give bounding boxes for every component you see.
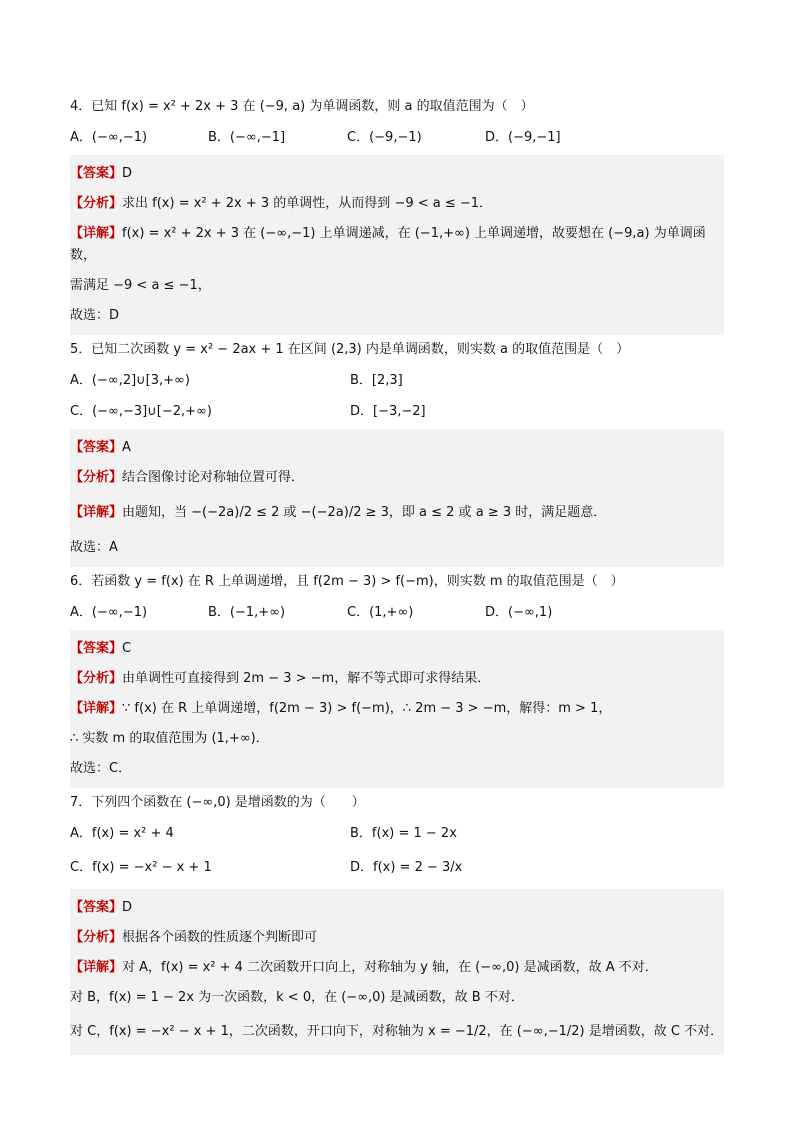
detail-line: 对 A，f(x) = x² + 4 二次函数开口向上，对称轴为 y 轴，在 (−∞,0) 是减函数，故 A 不对． (122, 960, 658, 975)
answer-value: C (122, 641, 132, 656)
question-stem: 5．已知二次函数 y = x² − 2ax + 1 在区间 (2,3) 内是单调函数，则实数 a 的取值范围是（ ） (70, 342, 630, 357)
detail-tag: 【详解】 (70, 226, 123, 241)
question-stem: 4．已知 f(x) = x² + 2x + 3 在 (−9, a) 为单调函数，则 a 的取值范围为（ ） (70, 99, 534, 114)
answer-tag: 【答案】 (70, 900, 123, 915)
conclusion: 故选：D (70, 308, 120, 323)
options (70, 823, 724, 845)
option-b: B．[2,3] (350, 373, 403, 388)
question-stem: 7．下列四个函数在 (−∞,0) 是增函数的为（ ） (70, 795, 365, 810)
analysis-tag: 【分析】 (70, 671, 123, 686)
conclusion: 故选：A (70, 540, 118, 555)
answer-value: D (122, 166, 133, 181)
detail-line: f(x) = x² + 2x + 3 在 (−∞,−1) 上单调递减，在 (−1,+∞) 上单调递增，故要想在 (−9,a) 为单调函数， (70, 226, 706, 263)
option-b: B．(−1,+∞) (208, 605, 286, 620)
answer-value: D (122, 900, 133, 915)
question-6 (70, 571, 724, 788)
option-b: B．f(x) = 1 − 2x (350, 826, 457, 841)
options (70, 857, 724, 879)
question-5 (70, 339, 724, 567)
detail-line: 需满足 −9 < a ≤ −1， (70, 278, 211, 293)
detail-tag: 【详解】 (70, 960, 123, 975)
options (70, 370, 724, 392)
answer-tag: 【答案】 (70, 440, 123, 455)
analysis-text: 由单调性可直接得到 2m − 3 > −m，解不等式即可求得结果． (122, 671, 491, 686)
analysis-text: 结合图像讨论对称轴位置可得． (122, 470, 305, 485)
option-a: A．(−∞,−1) (70, 605, 148, 620)
conclusion: 故选：C． (70, 761, 132, 776)
detail-line: ∴ 实数 m 的取值范围为 (1,+∞)． (70, 731, 269, 746)
analysis-text: 根据各个函数的性质逐个判断即可 (122, 930, 318, 945)
detail-tag: 【详解】 (70, 505, 123, 520)
worksheet (70, 96, 724, 1055)
option-a: A．(−∞,−1) (70, 130, 148, 145)
option-d: D．f(x) = 2 − 3/x (350, 860, 463, 875)
analysis-tag: 【分析】 (70, 470, 123, 485)
answer-tag: 【答案】 (70, 641, 123, 656)
options (70, 401, 724, 423)
detail-tag: 【详解】 (70, 701, 123, 716)
option-d: D．[−3,−2] (350, 404, 426, 419)
detail-line: 对 B，f(x) = 1 − 2x 为一次函数，k < 0，在 (−∞,0) 是减函数，故 B 不对． (70, 990, 524, 1005)
option-c: C．f(x) = −x² − x + 1 (70, 860, 212, 875)
analysis-text: 求出 f(x) = x² + 2x + 3 的单调性，从而得到 −9 < a ≤ −1． (122, 196, 493, 211)
option-d: D．(−∞,1) (485, 605, 553, 620)
option-a: A．(−∞,2]∪[3,+∞) (70, 373, 190, 388)
detail-line: 由题知，当 −(−2a)/2 ≤ 2 或 −(−2a)/2 ≥ 3，即 a ≤ 2 或 a ≥ 3 时，满足题意． (122, 505, 607, 520)
solution-block (70, 429, 724, 567)
option-c: C．(−9,−1) (347, 130, 422, 145)
answer-value: A (122, 440, 131, 455)
solution-block (70, 155, 724, 335)
detail-line: ∵ f(x) 在 R 上单调递增，f(2m − 3) > f(−m)，∴ 2m − 3 > −m，解得：m > 1， (122, 701, 612, 716)
option-d: D．(−9,−1] (485, 130, 561, 145)
solution-block (70, 630, 724, 788)
option-c: C．(1,+∞) (347, 605, 414, 620)
option-a: A．f(x) = x² + 4 (70, 826, 174, 841)
question-4 (70, 96, 724, 335)
options (70, 602, 724, 624)
analysis-tag: 【分析】 (70, 196, 123, 211)
option-c: C．(−∞,−3]∪[−2,+∞) (70, 404, 212, 419)
options (70, 127, 724, 149)
question-stem: 6．若函数 y = f(x) 在 R 上单调递增，且 f(2m − 3) > f(−m)，则实数 m 的取值范围是（ ） (70, 574, 624, 589)
question-7 (70, 792, 724, 1055)
option-b: B．(−∞,−1] (208, 130, 286, 145)
analysis-tag: 【分析】 (70, 930, 123, 945)
answer-tag: 【答案】 (70, 166, 123, 181)
detail-line: 对 C，f(x) = −x² − x + 1，二次函数，开口向下，对称轴为 x = −1/2，在 (−∞,−1/2) 是增函数，故 C 不对． (70, 1024, 724, 1039)
solution-block (70, 889, 724, 1055)
